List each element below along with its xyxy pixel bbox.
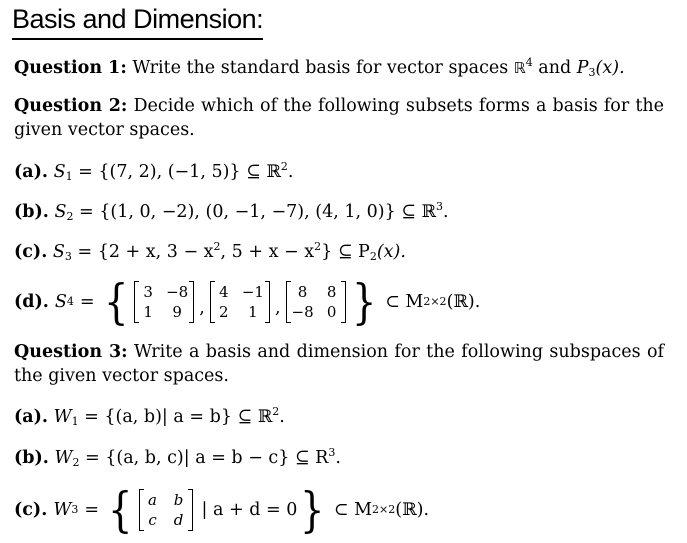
space-exponent: 3 [328,446,336,459]
question-3-part-c: (c). W 3 = { a b c d | a + d = 0 } ⊂ M 2×2 (ℝ). [14,482,430,538]
question-3-part-b [14,446,341,470]
matrix-2 [210,283,270,321]
question-1-label: Question 1: [14,58,127,78]
end-punct: . [443,202,449,222]
poly-subscript: 2 [369,250,377,263]
matrix-abcd [139,491,193,529]
part-label: (a). [14,162,48,182]
set-name: S [52,242,65,262]
question-2-part-d: (d). S 4 = { 3 −8 1 9 , 4 −1 2 1 , 8 8 −8 0 } ⊂ M 2×2 (ℝ). [14,274,481,330]
equals-sign: = [79,292,95,312]
set-tail: ⊂ M [333,500,373,520]
question-3-part-a [14,405,285,429]
part-label: (d). [14,292,49,312]
end-punct: . [335,448,341,468]
matrix-entry: 0 [326,303,337,321]
part-label: (b). [14,202,49,222]
set-tail: ⊂ M [385,292,424,312]
question-2 [14,94,664,142]
end-punct: (ℝ). [395,500,430,520]
question-2-part-b [14,200,449,224]
set-name: W [54,448,73,468]
set-name: S [54,202,67,222]
set-subscript: 2 [72,456,80,469]
question-1-text: Write the standard basis for vector spaces [132,58,509,78]
end-punct: (x). [376,242,406,262]
matrix-3 [286,283,346,321]
equals-sign: = [84,500,99,520]
question-2-part-a [14,160,293,184]
part-label: (b). [14,448,49,468]
end-punct: . [287,162,294,182]
question-2-text: Decide which of the following subsets forms a basis for the given vector spaces. [14,96,664,140]
question-3-label: Question 3: [14,342,128,362]
matrix-separator: , [274,298,281,318]
end-punct: (ℝ). [446,292,481,312]
set-close-brace: } [300,482,325,538]
question-1-space2: P [576,58,589,78]
set-expression: = {(a, b)| a = b} ⊆ ℝ [84,407,273,427]
set-name: S [53,162,66,182]
matrix-entry: −8 [291,303,314,321]
set-expression: = {(7, 2), (−1, 5)} ⊆ ℝ [78,162,281,182]
question-3-text: Write a basis and dimension for the following subspaces of the given vector spaces. [14,342,665,386]
matrix-entry: 1 [248,303,258,321]
matrix-entry: c [148,511,157,529]
question-3 [14,340,664,388]
matrix-entry: 1 [143,303,153,321]
set-open-brace: { [108,482,133,538]
space-exponent: 3 [436,200,444,213]
set-subscript: 1 [71,415,79,428]
set-expression: = {(a, b, c)| a = b − c} ⊆ R [85,448,329,468]
set-subscript: 2 [66,210,74,223]
matrix-entry: 8 [326,283,337,301]
set-subscript: 3 [64,250,72,263]
question-2-label: Question 2: [14,96,128,116]
matrix-entry: 4 [219,283,229,301]
matrix-entry: 8 [297,283,308,301]
set-expression: = {2 + x, 3 − x [77,242,214,262]
set-name: S [54,292,67,312]
question-1-and: and [538,58,572,78]
set-close-brace: } [351,274,377,330]
question-1-space2-arg: (x). [595,58,625,78]
set-condition: | a + d = 0 [201,500,298,520]
exponent-2: 2 [314,240,322,253]
matrix-entry: −8 [166,283,189,301]
part-label: (c). [14,500,48,520]
set-name: W [53,407,72,427]
set-name: W [53,500,72,520]
exponent-1: 2 [213,240,221,253]
matrix-entry: 9 [172,303,182,321]
set-subscript: 1 [65,170,73,183]
title-underline [12,38,263,40]
question-1-space1: ℝ [513,59,526,77]
part-label: (a). [14,407,48,427]
matrix-entry: 3 [143,283,153,301]
matrix-separator: , [199,298,205,318]
part-label: (c). [14,242,48,262]
set-open-brace: { [103,274,129,330]
end-punct: . [279,407,285,427]
set-expression: = {(1, 0, −2), (0, −1, −7), (4, 1, 0)} ⊆ ℝ [79,202,437,222]
question-1-space2-sub: 3 [588,66,596,79]
question-2-part-c [14,240,406,264]
matrix-entry: 2 [219,303,229,321]
matrix-entry: b [173,491,184,509]
matrix-entry: d [173,511,184,529]
question-1-space1-exp: 4 [525,56,533,69]
space-exponent: 2 [272,405,280,418]
matrix-entry: a [148,491,157,509]
set-expression-tail: } ⊆ P [321,242,370,262]
matrix-entry: −1 [241,283,264,301]
set-expression-mid: , 5 + x − x [220,242,315,262]
space-exponent: 2 [280,160,288,173]
page-title: Basis and Dimension: [12,4,264,34]
question-1 [14,56,625,80]
matrix-1 [134,283,194,321]
